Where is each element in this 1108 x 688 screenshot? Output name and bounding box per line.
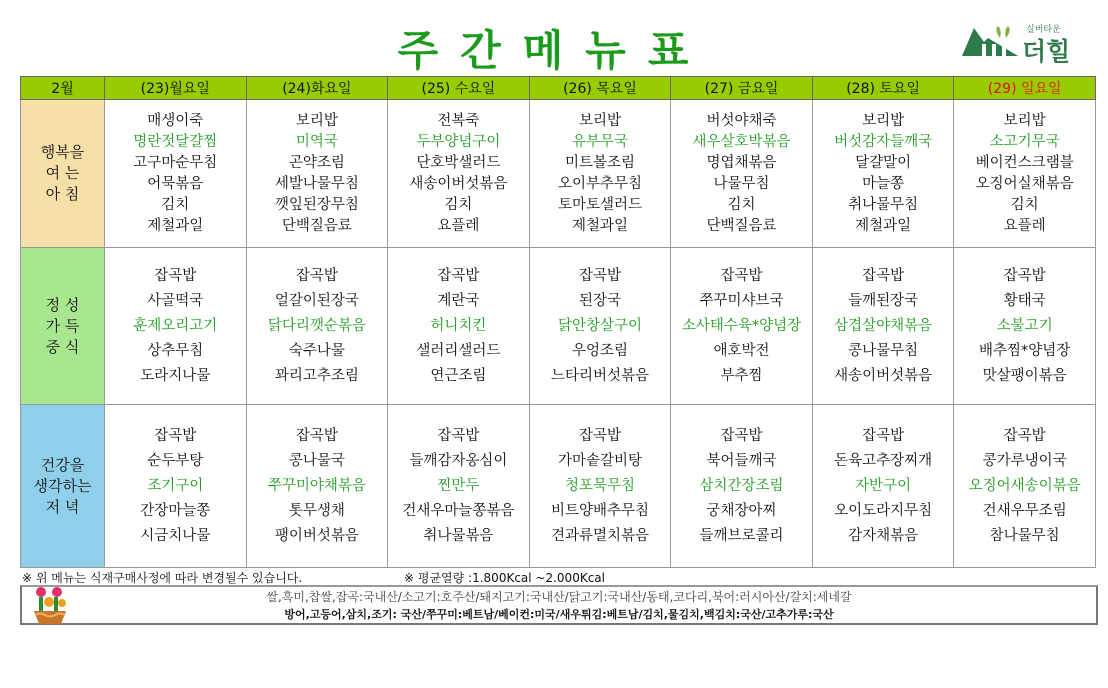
day-header: (27) 금요일 <box>671 77 813 100</box>
menu-item: 콩나물국 <box>288 452 345 469</box>
menu-cell <box>388 405 530 568</box>
day-header: (25) 수요일 <box>388 77 530 100</box>
menu-cell <box>671 405 813 568</box>
menu-item: 샐러리샐러드 <box>416 342 501 359</box>
main-dish: 허니치킨 <box>430 317 487 334</box>
menu-cell <box>105 405 247 568</box>
meal-label-line: 아 침 <box>45 185 80 203</box>
menu-item: 배추찜*양념장 <box>979 342 1071 359</box>
menu-item: 황태국 <box>1003 292 1046 309</box>
menu-item: 팽이버섯볶음 <box>274 527 359 544</box>
menu-cell <box>246 405 388 568</box>
menu-item: 잡곡밥 <box>154 427 197 444</box>
menu-item: 북어들깨국 <box>706 452 777 469</box>
menu-cell <box>812 100 954 248</box>
menu-table <box>20 76 1096 568</box>
menu-item: 감자채볶음 <box>848 527 919 544</box>
main-dish: 자반구이 <box>855 477 912 494</box>
menu-item: 취나물무침 <box>848 196 919 213</box>
menu-item: 보리밥 <box>862 112 905 129</box>
menu-cell <box>529 100 671 248</box>
menu-item: 잡곡밥 <box>720 267 763 284</box>
menu-item: 토마토샐러드 <box>557 196 642 213</box>
main-dish: 버섯감자들깨국 <box>834 133 933 150</box>
menu-cell <box>671 100 813 248</box>
menu-item: 새송이버섯볶음 <box>834 367 933 384</box>
menu-item: 요플레 <box>1003 217 1046 234</box>
menu-item: 사골떡국 <box>147 292 204 309</box>
month-header: 2월 <box>21 77 105 100</box>
menu-item: 우엉조림 <box>571 342 628 359</box>
menu-cell <box>105 248 247 405</box>
menu-item: 꽈리고추조림 <box>274 367 359 384</box>
menu-item: 김치 <box>444 196 473 213</box>
day-header: (28) 토요일 <box>812 77 954 100</box>
menu-cell <box>246 248 388 405</box>
main-dish: 소사태수육*양념장 <box>681 317 802 334</box>
menu-item: 들깨된장국 <box>848 292 919 309</box>
menu-item: 톳무생채 <box>288 502 345 519</box>
main-dish: 조기구이 <box>147 477 204 494</box>
menu-item: 잡곡밥 <box>862 427 905 444</box>
menu-item: 보리밥 <box>578 112 621 129</box>
menu-item: 달걀말이 <box>855 154 912 171</box>
menu-item: 맛살팽이볶음 <box>982 367 1067 384</box>
menu-item: 잡곡밥 <box>720 427 763 444</box>
main-dish: 오징어새송이볶음 <box>968 477 1081 494</box>
menu-item: 잡곡밥 <box>578 267 621 284</box>
menu-item: 순두부탕 <box>147 452 204 469</box>
menu-item: 얼갈이된장국 <box>274 292 359 309</box>
menu-cell <box>812 248 954 405</box>
menu-item: 미트볼조림 <box>564 154 635 171</box>
menu-item: 보리밥 <box>295 112 338 129</box>
main-dish: 미역국 <box>295 133 338 150</box>
menu-item: 간장마늘쫑 <box>140 502 211 519</box>
lunch-label <box>21 248 105 405</box>
meal-label-line: 저 녁 <box>45 497 80 516</box>
day-header: (24)화요일 <box>246 77 388 100</box>
meal-label-line: 중 식 <box>45 337 80 356</box>
menu-item: 곤약조림 <box>288 154 345 171</box>
main-dish: 소고기무국 <box>989 133 1060 150</box>
menu-item: 나물무침 <box>713 175 770 192</box>
menu-item: 잡곡밥 <box>1003 427 1046 444</box>
menu-item: 오징어실채볶음 <box>975 175 1074 192</box>
menu-cell <box>954 405 1096 568</box>
menu-item: 버섯야채죽 <box>706 112 777 129</box>
menu-item: 김치 <box>727 196 756 213</box>
main-dish: 찐만두 <box>437 477 480 494</box>
day-header: (26) 목요일 <box>529 77 671 100</box>
menu-item: 요플레 <box>437 217 480 234</box>
menu-item: 잡곡밥 <box>295 427 338 444</box>
main-dish: 청포묵무침 <box>564 477 635 494</box>
logo <box>960 22 1090 66</box>
menu-item: 상추무침 <box>147 342 204 359</box>
menu-cell <box>812 405 954 568</box>
menu-cell <box>388 248 530 405</box>
menu-item: 베이컨스크램블 <box>975 154 1074 171</box>
menu-item: 잡곡밥 <box>1003 267 1046 284</box>
menu-item: 오이부추무침 <box>557 175 642 192</box>
menu-item: 느타리버섯볶음 <box>550 367 649 384</box>
menu-item: 세발나물무침 <box>274 175 359 192</box>
main-dish: 삼치간장조림 <box>699 477 784 494</box>
menu-item: 쭈꾸미샤브국 <box>699 292 784 309</box>
menu-item: 취나물볶음 <box>423 527 494 544</box>
menu-item: 건새우마늘쫑볶음 <box>402 502 515 519</box>
change-notice: ※ 위 메뉴는 식재구매사정에 따라 변경될수 있습니다. <box>22 571 303 585</box>
menu-cell <box>388 100 530 248</box>
breakfast-label <box>21 100 105 248</box>
calorie-notice: ※ 평균열량 :1.800Kcal ~2.000Kcal <box>404 571 605 585</box>
menu-item: 된장국 <box>578 292 621 309</box>
main-dish: 쭈꾸미야채볶음 <box>267 477 366 494</box>
menu-cell <box>671 248 813 405</box>
meal-label-line: 정 성 <box>45 295 80 314</box>
logo-house-icon <box>960 22 1020 62</box>
menu-item: 부추찜 <box>720 367 763 384</box>
menu-item: 제철과일 <box>147 217 204 234</box>
dinner-row <box>21 405 1096 568</box>
header-row <box>21 77 1096 100</box>
menu-item: 시금치나물 <box>140 527 211 544</box>
logo-subtitle: 실버타운 <box>1026 25 1061 35</box>
menu-item: 비트양배추무침 <box>550 502 649 519</box>
menu-item: 단백질음료 <box>706 217 777 234</box>
logo-name: 더힐 <box>1022 37 1071 66</box>
menu-item: 전복죽 <box>437 112 480 129</box>
menu-item: 단호박샐러드 <box>416 154 501 171</box>
menu-item: 도라지나물 <box>140 367 211 384</box>
main-dish: 닭안창살구이 <box>557 317 642 334</box>
menu-item: 명엽채볶음 <box>706 154 777 171</box>
main-dish: 닭다리깻순볶음 <box>267 317 366 334</box>
origin-box <box>20 585 1098 625</box>
menu-item: 잡곡밥 <box>295 267 338 284</box>
menu-item: 고구마순무침 <box>133 154 218 171</box>
menu-item: 들깨브로콜리 <box>699 527 784 544</box>
menu-item: 연근조림 <box>430 367 487 384</box>
menu-item: 어묵볶음 <box>147 175 204 192</box>
origin-line-1: 쌀,흑미,찹쌀,잡곡:국내산/소고기:호주산/돼지고기:국내산/닭고기:국내산/동태,코다리,북어:러시아산/갈치:세네갈 <box>266 590 852 604</box>
menu-cell <box>105 100 247 248</box>
menu-item: 김치 <box>1010 196 1039 213</box>
menu-item: 잡곡밥 <box>437 427 480 444</box>
menu-item: 깻잎된장무침 <box>274 196 359 213</box>
menu-item: 견과류멸치볶음 <box>550 527 649 544</box>
menu-item: 보리밥 <box>1003 112 1046 129</box>
meal-label-line: 생각하는 <box>33 476 92 495</box>
main-dish: 명란젓달걀찜 <box>133 133 218 150</box>
menu-item: 마늘쫑 <box>862 175 905 192</box>
menu-item: 콩나물무침 <box>848 342 919 359</box>
menu-item: 궁채장아찌 <box>706 502 777 519</box>
menu-item: 잡곡밥 <box>437 267 480 284</box>
menu-item: 참나물무침 <box>989 527 1060 544</box>
menu-item: 콩가루냉이국 <box>982 452 1067 469</box>
menu-cell <box>954 248 1096 405</box>
menu-cell <box>529 248 671 405</box>
breakfast-row <box>21 100 1096 248</box>
menu-item: 건새우무조림 <box>982 502 1067 519</box>
menu-item: 가마솥갈비탕 <box>557 452 642 469</box>
menu-cell <box>529 405 671 568</box>
meal-label-line: 건강을 <box>40 455 85 474</box>
menu-item: 제철과일 <box>571 217 628 234</box>
day-header: (29) 일요일 <box>954 77 1096 100</box>
menu-item: 계란국 <box>437 292 480 309</box>
meal-label-line: 가 득 <box>45 316 80 335</box>
origin-line-2: 방어,고등어,삼치,조기: 국산/쭈꾸미:베트남/베이컨:미국/새우튀김:베트남/김치,물김치,백김치:국산/고추가루:국산 <box>284 608 834 621</box>
main-dish: 두부양념구이 <box>416 133 501 150</box>
menu-item: 단백질음료 <box>281 217 352 234</box>
menu-item: 새송이버섯볶음 <box>409 175 508 192</box>
menu-item: 제철과일 <box>855 217 912 234</box>
dinner-label <box>21 405 105 568</box>
menu-item: 김치 <box>161 196 190 213</box>
main-dish: 소불고기 <box>996 317 1053 334</box>
meal-label-line: 여 는 <box>45 164 80 182</box>
menu-item: 숙주나물 <box>288 342 345 359</box>
menu-cell <box>954 100 1096 248</box>
day-header: (23)월요일 <box>105 77 247 100</box>
lunch-row <box>21 248 1096 405</box>
main-dish: 삼겹살야채볶음 <box>834 317 933 334</box>
page-title: 주간메뉴표 <box>397 26 711 75</box>
main-dish: 훈제오리고기 <box>133 317 218 334</box>
menu-cell <box>246 100 388 248</box>
menu-item: 애호박전 <box>713 342 770 359</box>
menu-item: 잡곡밥 <box>154 267 197 284</box>
menu-item: 잡곡밥 <box>578 427 621 444</box>
main-dish: 유부무국 <box>571 133 628 150</box>
menu-item: 들깨감자옹심이 <box>409 452 508 469</box>
menu-item: 돈육고추장찌개 <box>834 452 933 469</box>
menu-item: 잡곡밥 <box>862 267 905 284</box>
menu-item: 오이도라지무침 <box>834 502 933 519</box>
meal-label-line: 행복을 <box>40 143 85 161</box>
main-dish: 새우살호박볶음 <box>692 133 791 150</box>
menu-item: 매생이죽 <box>147 112 204 129</box>
